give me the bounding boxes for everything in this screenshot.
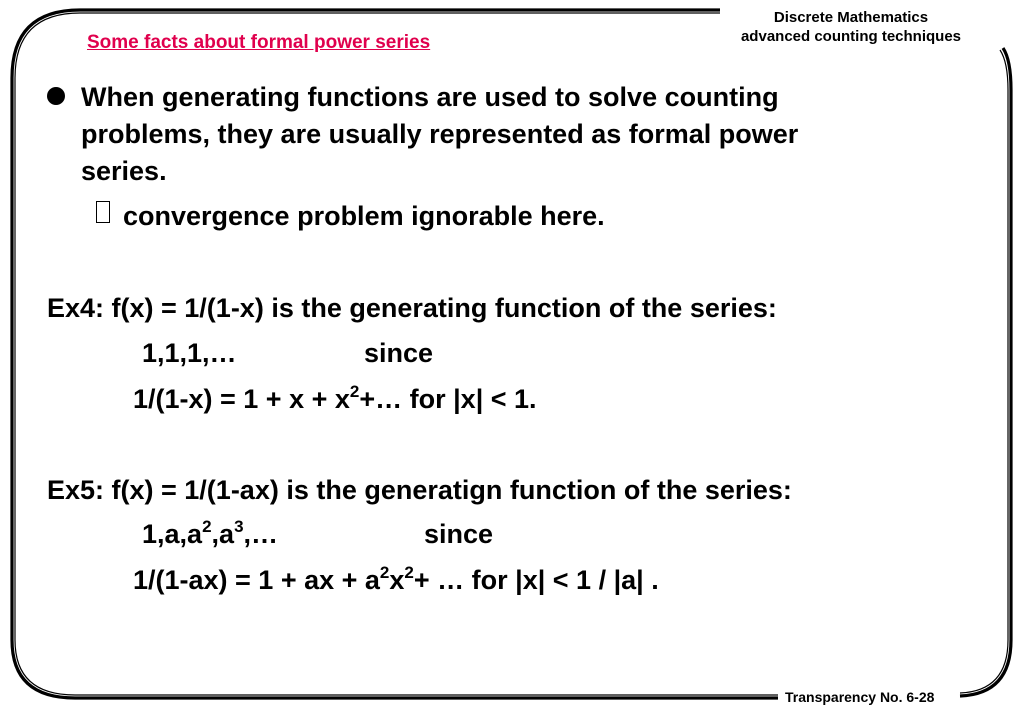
slide-title: Some facts about formal power series	[87, 32, 431, 53]
course-title: Discrete Mathematics	[773, 9, 929, 26]
bullet-line-2: problems, they are usually represented as formal power	[81, 119, 799, 149]
bullet-line-1: When generating functions are used to solve counting	[81, 82, 779, 112]
bullet-icon	[47, 87, 65, 105]
ex5-since: since	[424, 519, 494, 549]
sub-bullet-icon	[96, 201, 110, 223]
ex4-series: 1,1,1,…	[142, 338, 237, 368]
ex5-series: $1,a,a^2,a^3,\dots$	[142, 517, 279, 549]
ex4-equation: $1/(1-x) = 1 + x + x^2+\dots$ for |x| < 1.	[133, 382, 537, 414]
sub-bullet-text: convergence problem ignorable here.	[123, 201, 605, 231]
course-header	[701, 8, 1001, 46]
ex5-equation: 1/(1-ax) = 1 + ax + $a^2x^2+$ … for |x| < 1 / |a| .	[133, 563, 659, 595]
ex4-statement: Ex4: f(x) = 1/(1-x) is the generating function of the series:	[47, 293, 777, 323]
ex4-since: since	[364, 338, 434, 368]
transparency-number: Transparency No. 6-28	[785, 689, 935, 705]
course-subtitle: advanced counting techniques	[740, 28, 962, 45]
bullet-line-3: series.	[81, 156, 167, 186]
ex5-statement: Ex5: f(x) = 1/(1-ax) is the generatign function of the series:	[47, 475, 792, 505]
